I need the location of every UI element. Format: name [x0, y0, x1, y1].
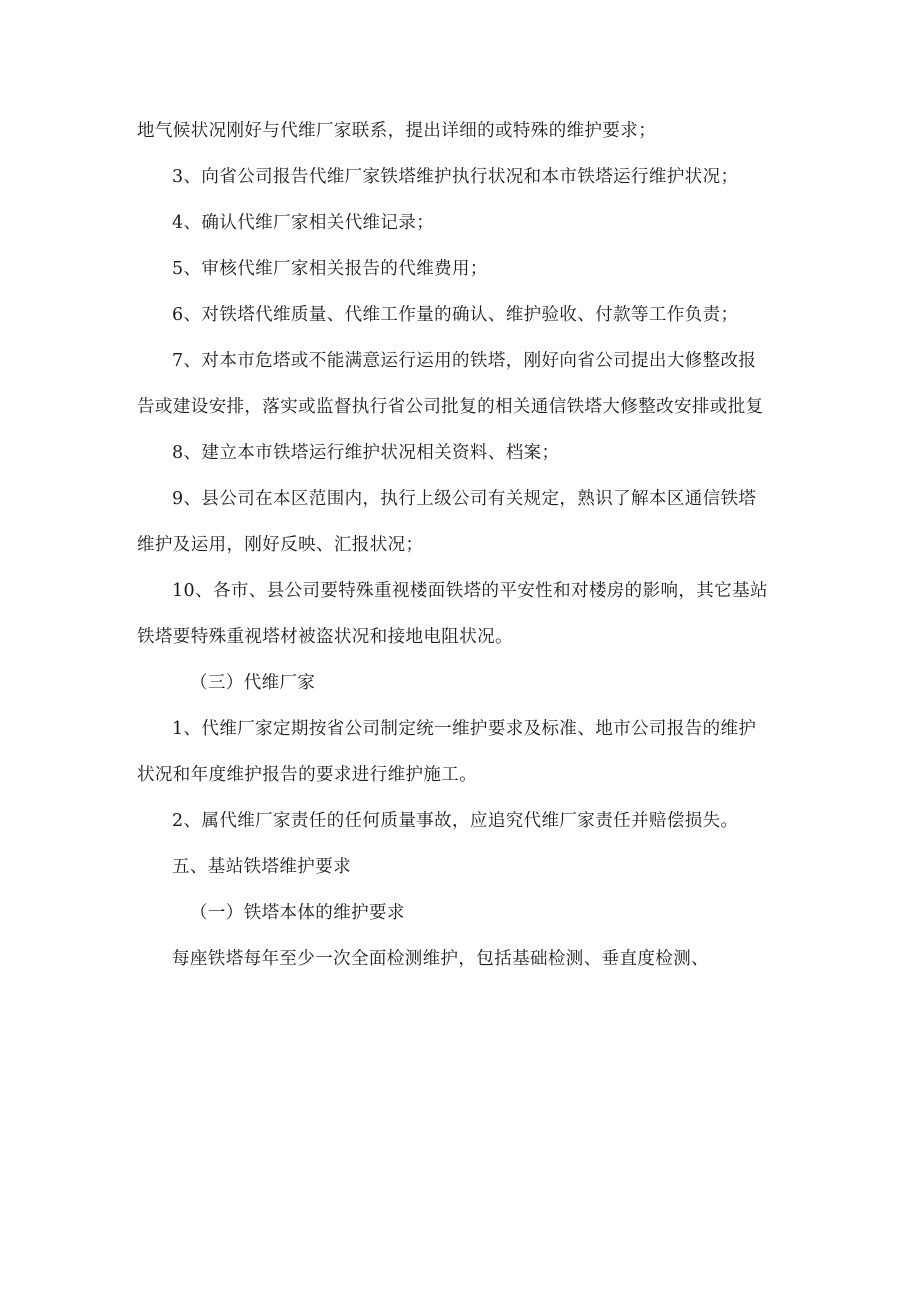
paragraph-line: 9、县公司在本区范围内，执行上级公司有关规定，熟识了解本区通信铁塔: [172, 489, 757, 509]
paragraph-line: 10、各市、县公司要特殊重视楼面铁塔的平安性和对楼房的影响，其它基站: [172, 581, 768, 601]
paragraph-line: 3、向省公司报告代维厂家铁塔维护执行状况和本市铁塔运行维护状况；: [172, 167, 739, 187]
section-heading: 五、基站铁塔维护要求: [172, 857, 351, 877]
paragraph-line: 地气候状况刚好与代维厂家联系，提出详细的或特殊的维护要求；: [137, 121, 657, 141]
paragraph-line: 5、审核代维厂家相关报告的代维费用；: [172, 259, 488, 279]
paragraph-line: 每座铁塔每年至少一次全面检测维护，包括基础检测、垂直度检测、: [172, 949, 709, 969]
section-heading: （三）代维厂家: [190, 673, 316, 693]
paragraph-line: 2、属代维厂家责任的任何质量事故，应追究代维厂家责任并赔偿损失。: [172, 811, 739, 831]
paragraph-line: 7、对本市危塔或不能满意运行运用的铁塔，刚好向省公司提出大修整改报: [172, 351, 757, 371]
paragraph-line: 状况和年度维护报告的要求进行维护施工。: [137, 765, 478, 785]
paragraph-line: 6、对铁塔代维质量、代维工作量的确认、维护验收、付款等工作负责；: [172, 305, 739, 325]
paragraph-line: 铁塔要特殊重视塔材被盗状况和接地电阻状况。: [137, 627, 513, 647]
subsection-heading: （一）铁塔本体的维护要求: [190, 903, 405, 923]
paragraph-line: 告或建设安排，落实或监督执行省公司批复的相关通信铁塔大修整改安排或批复: [137, 397, 764, 417]
paragraph-line: 维护及运用，刚好反映、汇报状况；: [137, 535, 424, 555]
paragraph-line: 8、建立本市铁塔运行维护状况相关资料、档案；: [172, 443, 560, 463]
paragraph-line: 4、确认代维厂家相关代维记录；: [172, 213, 435, 233]
paragraph-line: 1、代维厂家定期按省公司制定统一维护要求及标准、地市公司报告的维护: [172, 719, 757, 739]
